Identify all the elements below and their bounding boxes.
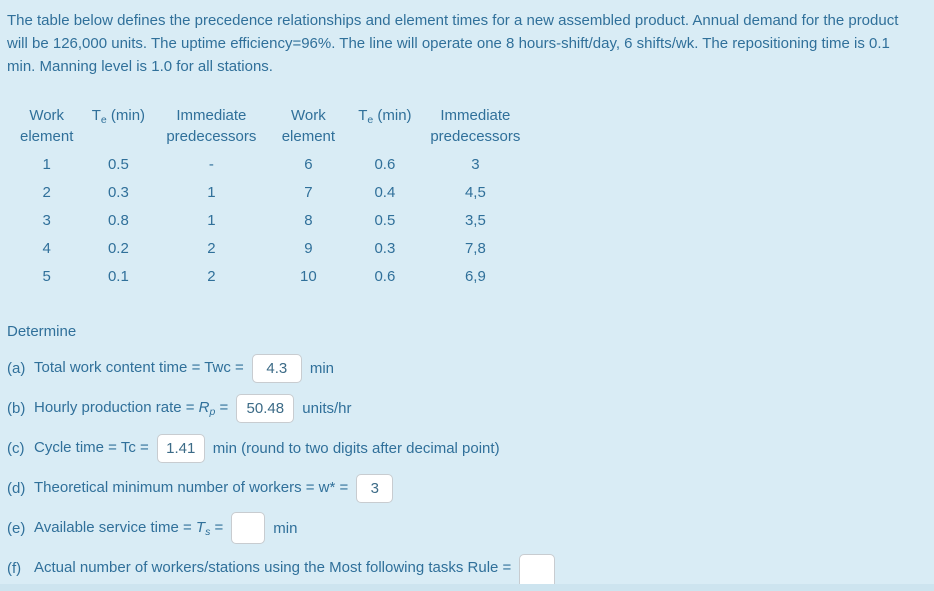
header-line: predecessors — [166, 128, 257, 145]
table-cell: 0.4 — [374, 184, 396, 201]
page-bottom-edge — [0, 584, 934, 591]
symbol-subscript: s — [205, 525, 211, 538]
te-symbol: T — [91, 107, 101, 124]
table-cell: 0.6 — [374, 268, 396, 285]
table-cell: 1 — [207, 184, 216, 201]
table-cell: 9 — [304, 240, 313, 257]
table-cell: 3 — [471, 156, 480, 173]
table-cell: 0.3 — [107, 184, 129, 201]
table-cell: 1 — [42, 156, 51, 173]
question-letter: (f) — [7, 559, 22, 577]
label-text: Actual number of workers/stations using the Most following tasks Rule = — [34, 558, 512, 576]
te-unit: (min) — [373, 107, 412, 124]
question-text — [34, 519, 223, 538]
table-cell: 2 — [207, 240, 216, 257]
table-cell: 7 — [304, 184, 313, 201]
label-text: = — [210, 518, 224, 536]
header-line: Work — [291, 107, 326, 124]
answer-input-twc[interactable] — [252, 354, 302, 383]
unit-text: min — [273, 519, 298, 537]
label-text: Total work content time = Twc = — [34, 358, 244, 376]
table-cell: - — [208, 156, 214, 173]
te-symbol: T — [358, 107, 368, 124]
table-cell: 6,9 — [464, 268, 486, 285]
te-unit: (min) — [106, 107, 146, 124]
table-cell: 1 — [207, 212, 216, 229]
col-header-immediate-predecessors — [163, 105, 259, 151]
col-header-te-min — [73, 105, 163, 151]
question-d — [7, 468, 922, 508]
table-row — [20, 151, 538, 179]
header-line: predecessors — [430, 128, 521, 145]
unit-text: units/hr — [302, 399, 352, 417]
question-letter: (b) — [7, 399, 26, 417]
table-cell: 8 — [304, 212, 313, 229]
table-row — [20, 235, 538, 263]
header-line: element — [281, 128, 336, 145]
header-line: element — [20, 128, 74, 145]
question-text — [34, 399, 228, 418]
table-cell: 3,5 — [464, 212, 486, 229]
label-text: Cycle time = Tc = — [34, 438, 149, 456]
label-text: = — [215, 398, 229, 416]
table-cell: 0.8 — [107, 212, 129, 229]
question-text — [34, 559, 511, 578]
table-cell: 10 — [300, 268, 317, 285]
col-header-work-element — [20, 105, 73, 151]
table-cell: 4,5 — [464, 184, 486, 201]
table-cell: 0.1 — [107, 268, 129, 285]
question-f — [7, 548, 922, 588]
label-text: Theoretical minimum number of workers = w* = — [34, 478, 349, 496]
table-cell: 2 — [42, 184, 51, 201]
te-subscript: e — [367, 114, 374, 126]
table-row — [20, 263, 538, 291]
answer-input-tc[interactable] — [157, 434, 205, 463]
symbol: R — [198, 398, 210, 416]
questions-list — [7, 348, 922, 588]
header-line: Immediate — [440, 107, 511, 124]
table-cell: 0.5 — [107, 156, 129, 173]
table-cell: 6 — [304, 156, 313, 173]
table-cell: 0.3 — [374, 240, 396, 257]
precedence-table — [20, 105, 538, 291]
question-c — [7, 428, 922, 468]
col-header-work-element — [259, 105, 357, 151]
col-header-immediate-predecessors — [412, 105, 538, 151]
unit-text: min — [309, 359, 334, 377]
te-subscript: e — [100, 114, 107, 126]
table-cell: 3 — [42, 212, 51, 229]
answer-input-wstar[interactable] — [356, 474, 393, 503]
symbol: T — [195, 518, 206, 536]
answer-input-ts[interactable] — [231, 512, 265, 544]
determine-heading: Determine — [7, 323, 77, 340]
header-line: Immediate — [176, 107, 247, 124]
table-cell: 4 — [42, 240, 51, 257]
question-letter: (a) — [7, 359, 26, 377]
table-row — [20, 207, 538, 235]
label-text: Available service time = — [34, 518, 196, 536]
symbol-subscript: p — [209, 405, 216, 418]
table-cell: 0.6 — [374, 156, 396, 173]
answer-input-rp[interactable] — [236, 394, 294, 423]
table-header-row — [20, 105, 538, 151]
table-row — [20, 179, 538, 207]
col-header-te-min — [357, 105, 412, 151]
problem-statement: The table below defines the precedence relationships and element times for a new assembled product. Annual demand for the product will be 126,000 units. The uptime efficiency=96%. The line will operate one 8 hours-shift/day, 6 shifts/wk. The repositioning time is 0.1 min. Manning level is 1.0 for all stations. — [7, 12, 899, 75]
question-text — [34, 439, 149, 458]
table-cell: 7,8 — [464, 240, 486, 257]
question-text — [34, 479, 348, 498]
question-text — [34, 359, 244, 378]
question-letter: (c) — [7, 439, 25, 457]
table-cell: 2 — [207, 268, 216, 285]
question-b — [7, 388, 922, 428]
table-cell: 5 — [42, 268, 51, 285]
question-a — [7, 348, 922, 388]
label-text: Hourly production rate = — [34, 398, 199, 416]
question-letter: (e) — [7, 519, 26, 537]
header-line: Work — [29, 107, 65, 124]
table-cell: 0.2 — [107, 240, 129, 257]
question-e — [7, 508, 922, 548]
table-cell: 0.5 — [374, 212, 396, 229]
question-letter: (d) — [7, 479, 26, 497]
unit-text: min (round to two digits after decimal point) — [212, 439, 500, 457]
